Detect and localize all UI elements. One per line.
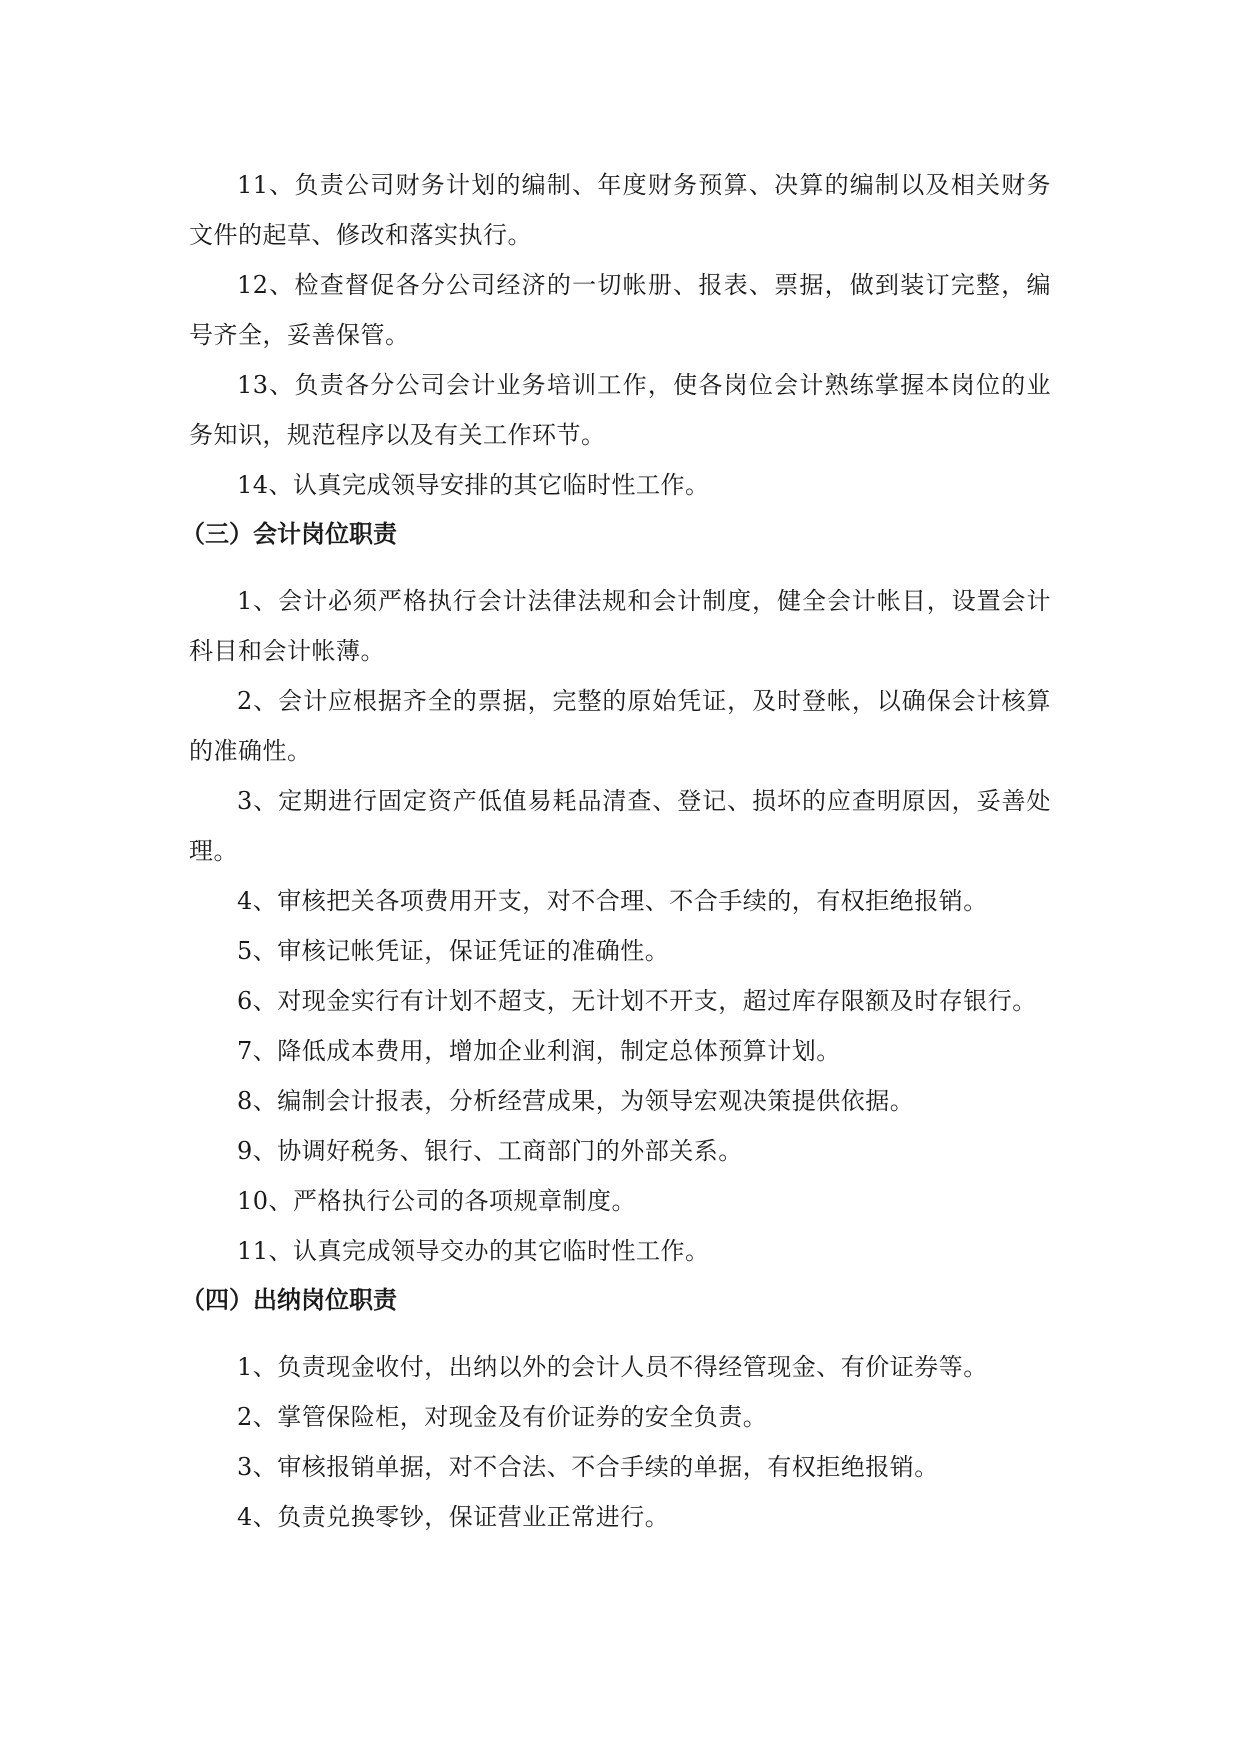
duty-paragraph: 4、负责兑换零钞，保证营业正常进行。	[237, 1503, 670, 1531]
section-heading: （四）出纳岗位职责	[181, 1286, 397, 1314]
duty-paragraph: 13、负责各分公司会计业务培训工作，使各岗位会计熟练掌握本岗位的业务知识，规范程序以及有关工作环节。	[189, 371, 1051, 449]
duty-paragraph: 7、降低成本费用，增加企业利润，制定总体预算计划。	[237, 1037, 841, 1065]
duty-paragraph: 14、认真完成领导安排的其它临时性工作。	[237, 471, 710, 499]
duty-paragraph: 11、认真完成领导交办的其它临时性工作。	[237, 1237, 710, 1265]
duty-paragraph: 1、负责现金收付，出纳以外的会计人员不得经管现金、有价证券等。	[237, 1353, 988, 1381]
duty-paragraph: 6、对现金实行有计划不超支，无计划不开支，超过库存限额及时存银行。	[237, 987, 1037, 1015]
document-body	[181, 160, 1051, 1542]
duty-paragraph: 12、检查督促各分公司经济的一切帐册、报表、票据，做到装订完整，编号齐全，妥善保管。	[189, 271, 1051, 349]
duty-paragraph: 3、审核报销单据，对不合法、不合手续的单据，有权拒绝报销。	[237, 1453, 939, 1481]
duty-paragraph: 3、定期进行固定资产低值易耗品清查、登记、损坏的应查明原因，妥善处理。	[189, 787, 1051, 865]
duty-paragraph: 4、审核把关各项费用开支，对不合理、不合手续的，有权拒绝报销。	[237, 887, 988, 915]
duty-paragraph: 11、负责公司财务计划的编制、年度财务预算、决算的编制以及相关财务文件的起草、修改和落实执行。	[189, 171, 1051, 249]
section-financial-manager-duties	[189, 160, 1051, 510]
section-cashier-duties	[181, 1276, 1051, 1542]
duty-paragraph: 10、严格执行公司的各项规章制度。	[237, 1187, 637, 1215]
section-accountant-duties	[181, 510, 1051, 1276]
duty-paragraph: 2、掌管保险柜，对现金及有价证券的安全负责。	[237, 1403, 768, 1431]
duty-paragraph: 2、会计应根据齐全的票据，完整的原始凭证，及时登帐，以确保会计核算的准确性。	[189, 687, 1051, 765]
duty-paragraph: 5、审核记帐凭证，保证凭证的准确性。	[237, 937, 670, 965]
duty-paragraph: 8、编制会计报表，分析经营成果，为领导宏观决策提供依据。	[237, 1087, 915, 1115]
duty-paragraph: 1、会计必须严格执行会计法律法规和会计制度，健全会计帐目，设置会计科目和会计帐薄。	[189, 587, 1051, 665]
section-heading: （三）会计岗位职责	[181, 520, 397, 548]
duty-paragraph: 9、协调好税务、银行、工商部门的外部关系。	[237, 1137, 743, 1165]
